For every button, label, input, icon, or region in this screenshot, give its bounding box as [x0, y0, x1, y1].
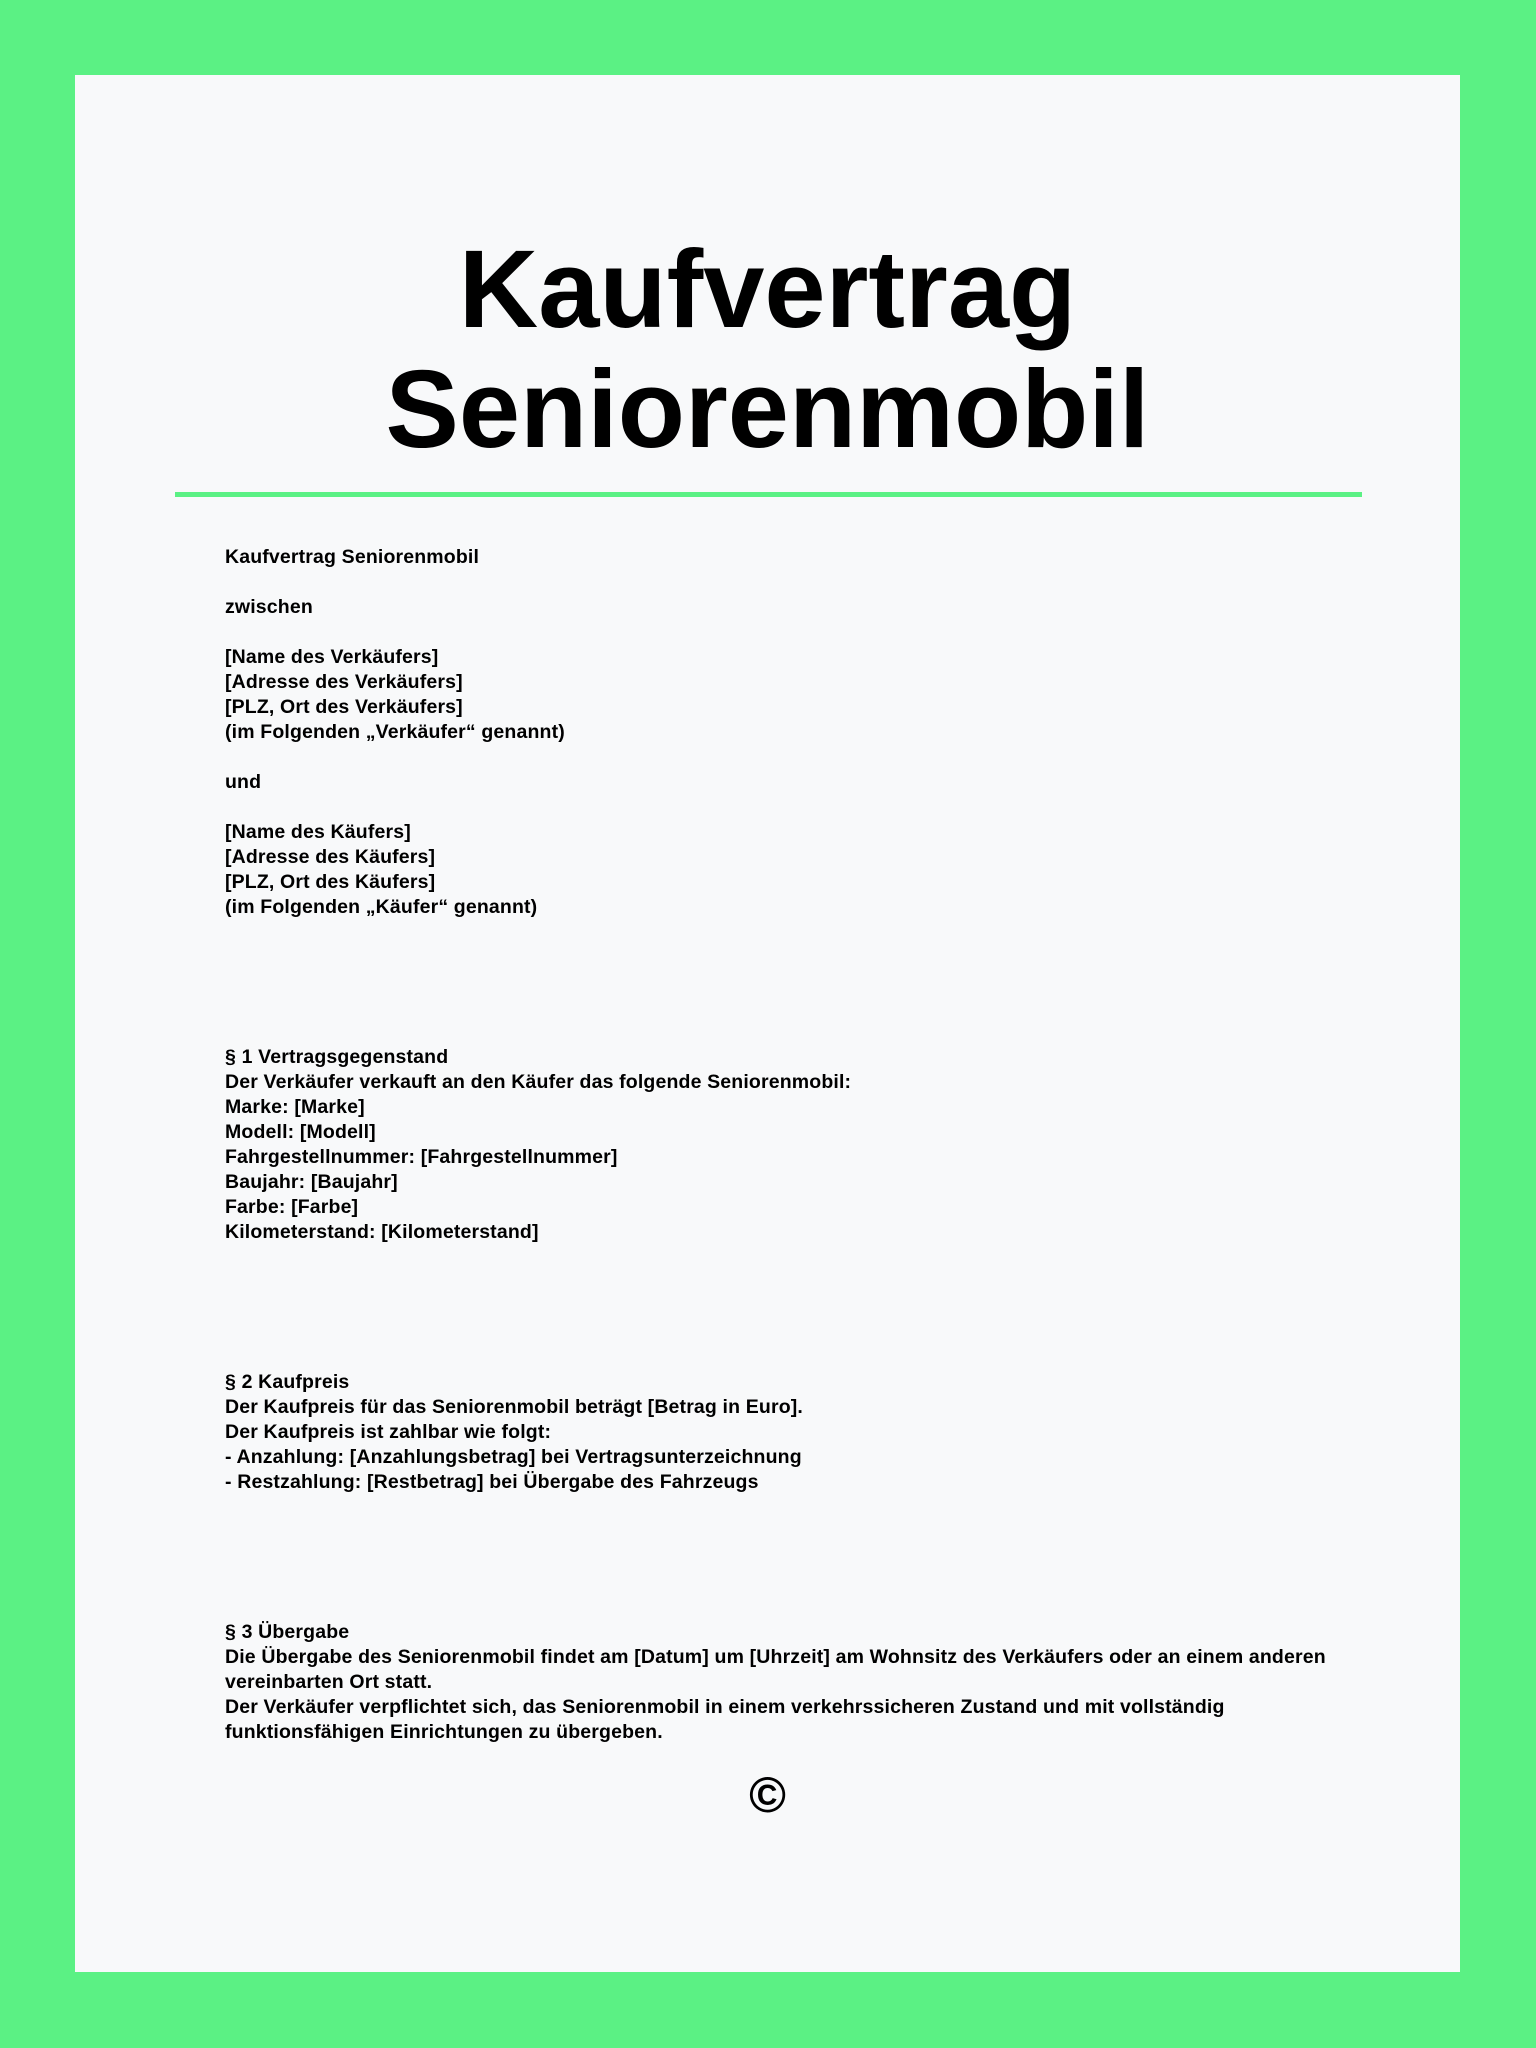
seller-address: [Adresse des Verkäufers] — [225, 671, 463, 693]
copyright-symbol: © — [749, 1767, 786, 1823]
title-line-2: Seniorenmobil — [385, 348, 1150, 471]
section-spacer — [225, 1245, 1375, 1345]
section-spacer — [225, 920, 1375, 1020]
parties-block — [225, 545, 1375, 920]
and-label: und — [225, 771, 262, 793]
between-label: zwischen — [225, 596, 313, 618]
spacer — [225, 570, 1375, 595]
title-divider — [175, 492, 1362, 497]
section-1-intro: Der Verkäufer verkauft an den Käufer das folgende Seniorenmobil: — [225, 1071, 852, 1093]
payment-terms-line: Der Kaufpreis ist zahlbar wie folgt: — [225, 1421, 552, 1443]
model-line: Modell: [Modell] — [225, 1121, 376, 1143]
seller-city: [PLZ, Ort des Verkäufers] — [225, 696, 463, 718]
section-3-heading: § 3 Übergabe — [225, 1621, 350, 1643]
spacer — [225, 795, 1375, 820]
document-title — [75, 230, 1460, 470]
title-line-1: Kaufvertrag — [458, 228, 1077, 351]
brand-line: Marke: [Marke] — [225, 1096, 365, 1118]
buyer-address: [Adresse des Käufers] — [225, 846, 436, 868]
color-line: Farbe: [Farbe] — [225, 1196, 359, 1218]
section-spacer — [225, 1495, 1375, 1595]
section-1-heading: § 1 Vertragsgegenstand — [225, 1046, 449, 1068]
document-page — [75, 75, 1460, 1972]
seller-designation: (im Folgenden „Verkäufer“ genannt) — [225, 721, 565, 743]
spacer — [225, 620, 1375, 645]
section-1 — [225, 1045, 1375, 1245]
buyer-designation: (im Folgenden „Käufer“ genannt) — [225, 896, 538, 918]
section-2-heading: § 2 Kaufpreis — [225, 1371, 350, 1393]
section-2 — [225, 1370, 1375, 1495]
spacer — [225, 1595, 1375, 1620]
contract-body — [225, 545, 1375, 1745]
spacer — [225, 1020, 1375, 1045]
condition-paragraph: Der Verkäufer verpflichtet sich, das Seniorenmobil in einem verkehrssicheren Zustand und mit vollständig funktionsfähigen Einrichtungen zu übergeben. — [225, 1696, 1225, 1743]
spacer — [225, 1345, 1375, 1370]
year-line: Baujahr: [Baujahr] — [225, 1171, 398, 1193]
chassis-number-line: Fahrgestellnummer: [Fahrgestellnummer] — [225, 1146, 618, 1168]
seller-name: [Name des Verkäufers] — [225, 646, 439, 668]
remaining-payment-line: - Restzahlung: [Restbetrag] bei Übergabe des Fahrzeugs — [225, 1471, 759, 1493]
buyer-name: [Name des Käufers] — [225, 821, 411, 843]
mileage-line: Kilometerstand: [Kilometerstand] — [225, 1221, 539, 1243]
contract-heading: Kaufvertrag Seniorenmobil — [225, 546, 480, 568]
price-line: Der Kaufpreis für das Seniorenmobil beträgt [Betrag in Euro]. — [225, 1396, 803, 1418]
spacer — [225, 745, 1375, 770]
section-3 — [225, 1620, 1375, 1745]
down-payment-line: - Anzahlung: [Anzahlungsbetrag] bei Vertragsunterzeichnung — [225, 1446, 802, 1468]
handover-paragraph: Die Übergabe des Seniorenmobil findet am [Datum] um [Uhrzeit] am Wohnsitz des Verkäufers oder an einem anderen vereinbarten Ort statt. — [225, 1646, 1326, 1693]
buyer-city: [PLZ, Ort des Käufers] — [225, 871, 436, 893]
